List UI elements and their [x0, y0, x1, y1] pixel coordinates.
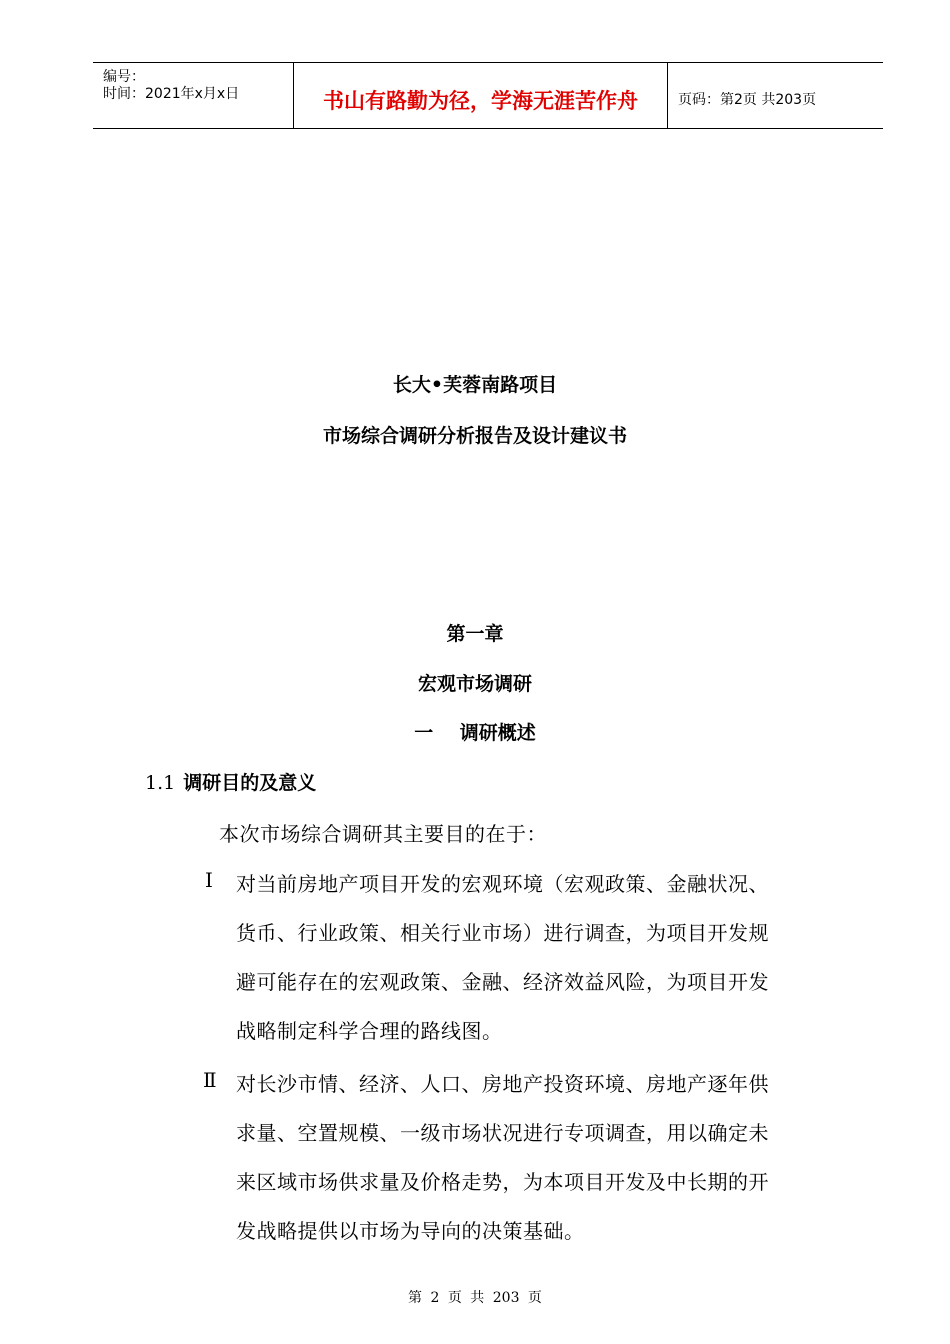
project-title: 长大•芙蓉南路项目 [392, 374, 558, 396]
report-title: 市场综合调研分析报告及设计建议书 [322, 425, 627, 447]
page-footer: 第 2 页 共 203 页 [408, 1290, 542, 1306]
item1-line-1: 对当前房地产项目开发的宏观环境（宏观政策、金融状况、 [236, 872, 769, 896]
header-motto-cell [294, 63, 668, 128]
section-title: 调研目的及意义 [183, 772, 317, 794]
item2-line-3: 来区域市场供求量及价格走势，为本项目开发及中长期的开 [236, 1170, 769, 1194]
item1-line-2: 货币、行业政策、相关行业市场）进行调查，为项目开发规 [236, 921, 769, 945]
section-number: 1.1 [145, 772, 176, 794]
motto: 书山有路勤为径，学海无涯苦作舟 [323, 89, 638, 113]
page-header [93, 62, 883, 129]
item-marker-2: Ⅱ [203, 1068, 217, 1092]
item1-line-4: 战略制定科学合理的路线图。 [236, 1019, 503, 1043]
intro-paragraph: 本次市场综合调研其主要目的在于： [219, 822, 547, 846]
part-title: 一 调研概述 [414, 722, 536, 744]
item2-line-4: 发战略提供以市场为导向的决策基础。 [236, 1219, 585, 1243]
number-label: 编号： [103, 69, 145, 85]
item-marker-1: Ⅰ [205, 868, 213, 892]
item2-line-2: 求量、空置规模、一级市场状况进行专项调查，用以确定未 [236, 1121, 769, 1145]
item1-line-3: 避可能存在的宏观政策、金融、经济效益风险，为项目开发 [236, 970, 769, 994]
header-page-cell [668, 63, 883, 128]
time-label: 时间：2021年x月x日 [103, 86, 240, 102]
section-heading [145, 768, 316, 795]
chapter-title: 宏观市场调研 [417, 673, 532, 695]
header-meta-cell [93, 63, 294, 128]
item2-line-1: 对长沙市情、经济、人口、房地产投资环境、房地产逐年供 [236, 1072, 769, 1096]
page-info: 页码：第2页 共203页 [678, 92, 817, 108]
chapter-number: 第一章 [446, 623, 504, 645]
